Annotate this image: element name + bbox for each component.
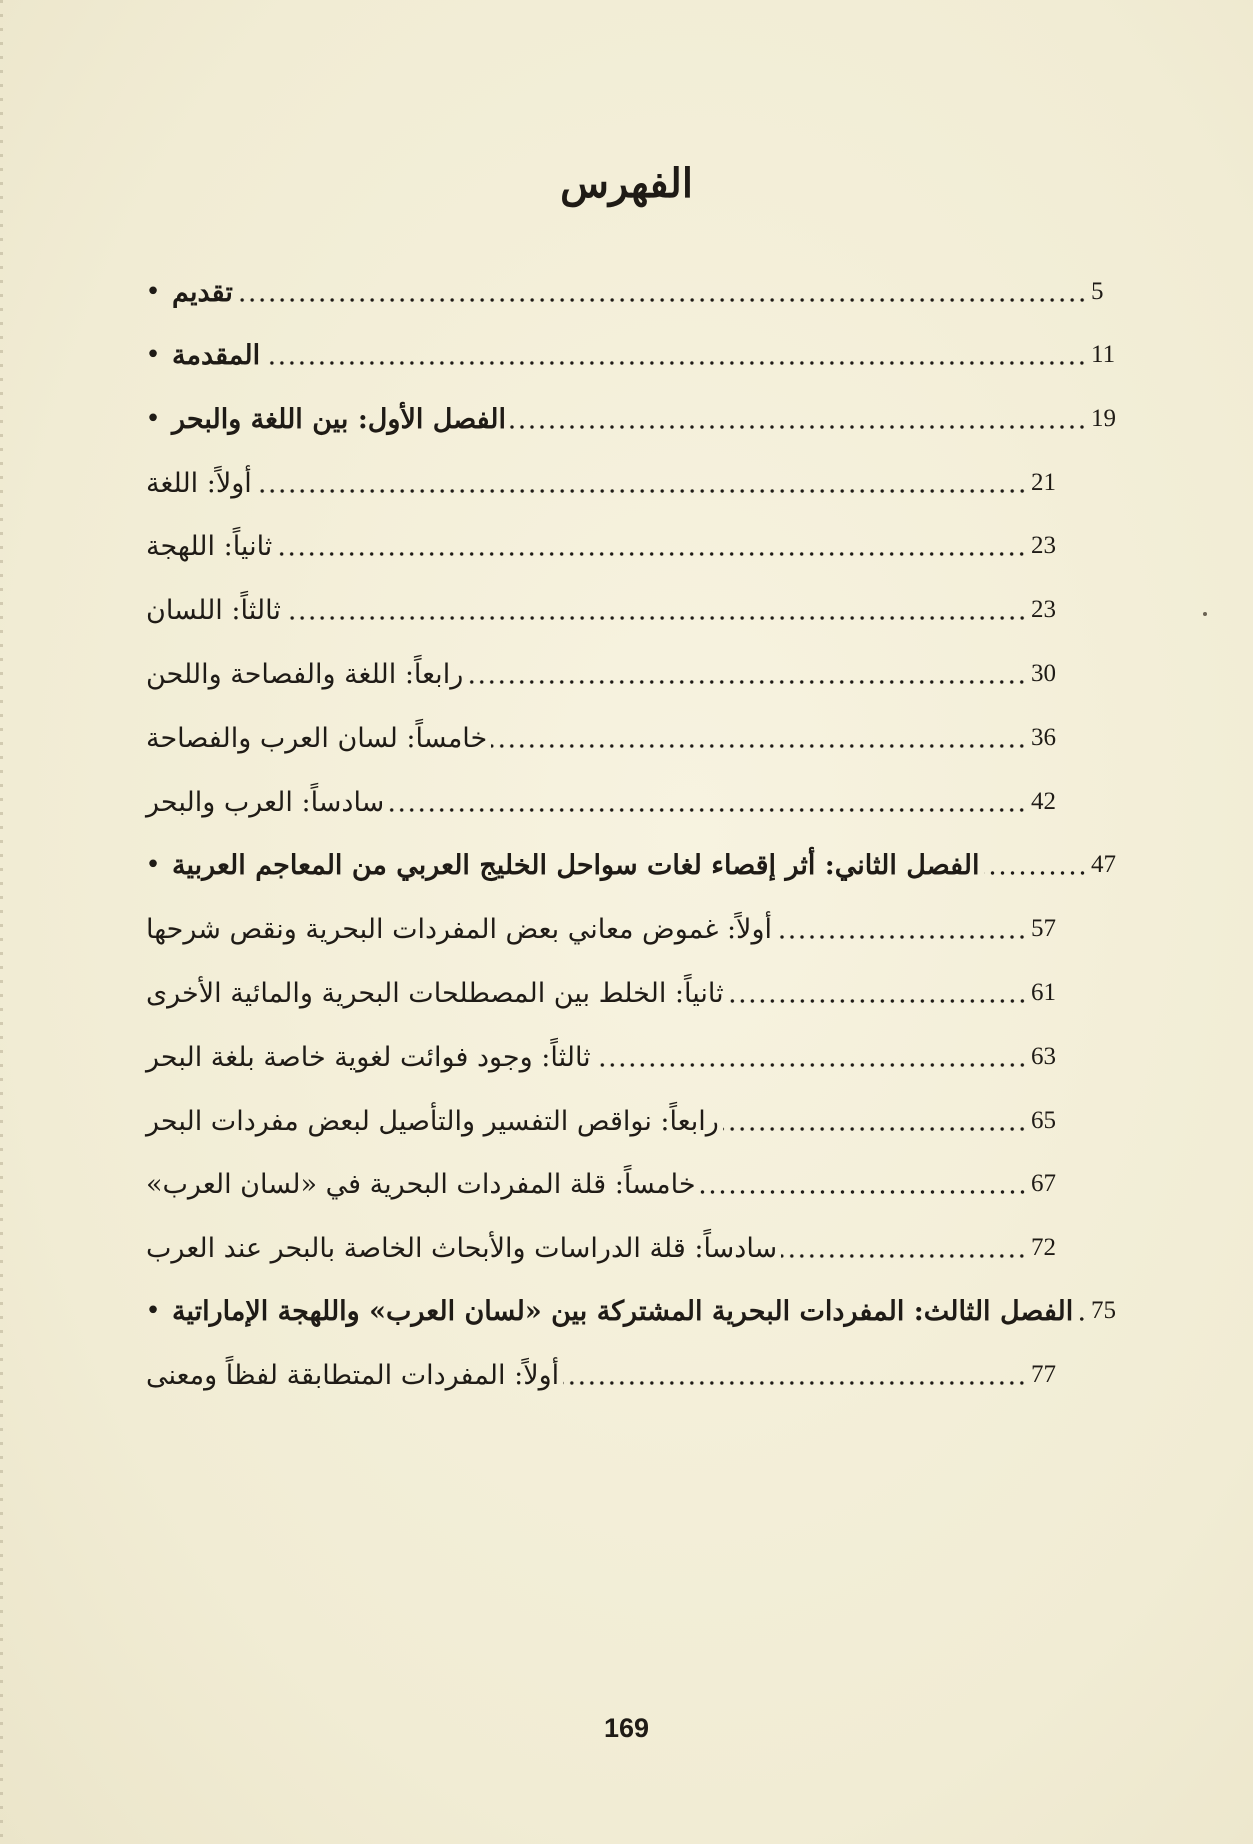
toc-entry-title: خامساً: لسان العرب والفصاحة — [146, 722, 488, 754]
toc-entry — [140, 843, 1135, 887]
toc-entry-title: ثالثاً: اللسان — [146, 594, 281, 626]
toc-entry-title: أولاً: المفردات المتطابقة لفظاً ومعنى — [146, 1359, 560, 1391]
toc-subentry — [140, 971, 1075, 1015]
toc-entry-title: الفصل الثالث: المفردات البحرية المشتركة بين «لسان العرب» واللهجة الإماراتية — [172, 1295, 1074, 1327]
dot-leader — [276, 550, 1027, 558]
toc-subentry — [140, 1226, 1075, 1270]
toc-entry-title: الفصل الثاني: أثر إقصاء لغات سواحل الخليج العربي من المعاجم العربية — [172, 849, 980, 881]
toc-entry-title: ثالثاً: وجود فوائت لغوية خاصة بلغة البحر — [146, 1041, 591, 1073]
dot-leader — [256, 487, 1027, 495]
dot-leader — [984, 869, 1088, 877]
toc-subentry — [140, 716, 1075, 760]
toc-entry-page: 5 — [1091, 278, 1104, 305]
toc-entry-page: 42 — [1031, 788, 1056, 815]
toc-entry-page: 30 — [1031, 660, 1056, 687]
toc-entry-page: 47 — [1091, 851, 1116, 878]
toc-entry-page: 77 — [1031, 1361, 1056, 1388]
toc-entry-title: ثانياً: اللهجة — [146, 530, 273, 562]
toc-entry-page: 63 — [1031, 1043, 1056, 1070]
dot-leader — [781, 1252, 1027, 1260]
toc-subentry — [140, 524, 1075, 568]
toc-subentry — [140, 780, 1075, 824]
dot-leader — [388, 806, 1027, 814]
bullet-icon: • — [145, 850, 161, 880]
dot-leader — [1077, 1315, 1087, 1323]
toc-entry-page: 19 — [1091, 405, 1116, 432]
toc-entry-title: سادساً: قلة الدراسات والأبحاث الخاصة بالبحر عند العرب — [146, 1232, 778, 1264]
toc-entry-page: 65 — [1031, 1107, 1056, 1134]
toc-subentry — [140, 652, 1075, 696]
toc-subentry — [140, 588, 1075, 632]
toc-entry-title: رابعاً: اللغة والفصاحة واللحن — [146, 658, 464, 690]
toc-entry-page: 61 — [1031, 979, 1056, 1006]
dot-leader — [491, 742, 1027, 750]
dot-leader — [285, 614, 1027, 622]
toc-entry-title: رابعاً: نواقص التفسير والتأصيل لبعض مفردات البحر — [146, 1105, 719, 1137]
toc-entry-page: 72 — [1031, 1234, 1056, 1261]
toc-entry-page: 75 — [1091, 1297, 1116, 1324]
toc-entry-page: 67 — [1031, 1170, 1056, 1197]
toc-entry-page: 21 — [1031, 469, 1056, 496]
dot-leader — [467, 678, 1027, 686]
toc-entry — [140, 397, 1135, 441]
toc-entry-title: أولاً: غموض معاني بعض المفردات البحرية ونقص شرحها — [146, 913, 772, 945]
toc-subentry — [140, 1162, 1075, 1206]
toc-entry-title: تقديم — [172, 276, 233, 308]
toc-entry-title: خامساً: قلة المفردات البحرية في «لسان العرب» — [146, 1168, 696, 1200]
bullet-icon: • — [145, 340, 161, 370]
toc-entry-title: ثانياً: الخلط بين المصطلحات البحرية والمائية الأخرى — [146, 977, 724, 1009]
bullet-icon: • — [145, 277, 161, 307]
dot-leader — [700, 1188, 1027, 1196]
toc-entry-page: 23 — [1031, 596, 1056, 623]
bullet-icon: • — [145, 1296, 161, 1326]
toc-entry-title: المقدمة — [172, 339, 261, 371]
toc-entry — [140, 1289, 1135, 1333]
dot-leader — [723, 1125, 1027, 1133]
dot-leader — [728, 997, 1027, 1005]
dot-leader — [264, 359, 1087, 367]
toc-entry — [140, 270, 1135, 314]
page-number: 169 — [603, 1713, 650, 1743]
toc-subentry — [140, 1099, 1075, 1143]
toc-entry-title: الفصل الأول: بين اللغة والبحر — [172, 403, 506, 435]
dot-leader — [237, 296, 1087, 304]
toc-entry-page: 23 — [1031, 532, 1056, 559]
toc-subentry — [140, 1035, 1075, 1079]
toc-entry — [140, 333, 1135, 377]
dot-leader — [776, 933, 1027, 941]
dot-leader — [563, 1379, 1027, 1387]
page-title: الفهرس — [560, 160, 693, 207]
toc-entry-title: سادساً: العرب والبحر — [146, 786, 385, 818]
toc-entry-title: أولاً: اللغة — [146, 467, 252, 499]
toc-subentry — [140, 1353, 1075, 1397]
toc-subentry — [140, 907, 1075, 951]
dot-leader — [510, 423, 1087, 431]
toc-subentry — [140, 461, 1075, 505]
paper-speck — [1203, 612, 1207, 616]
bullet-icon: • — [145, 404, 161, 434]
toc-entry-page: 57 — [1031, 915, 1056, 942]
toc-entry-page: 36 — [1031, 724, 1056, 751]
dot-leader — [595, 1061, 1027, 1069]
toc-entry-page: 11 — [1091, 341, 1116, 368]
